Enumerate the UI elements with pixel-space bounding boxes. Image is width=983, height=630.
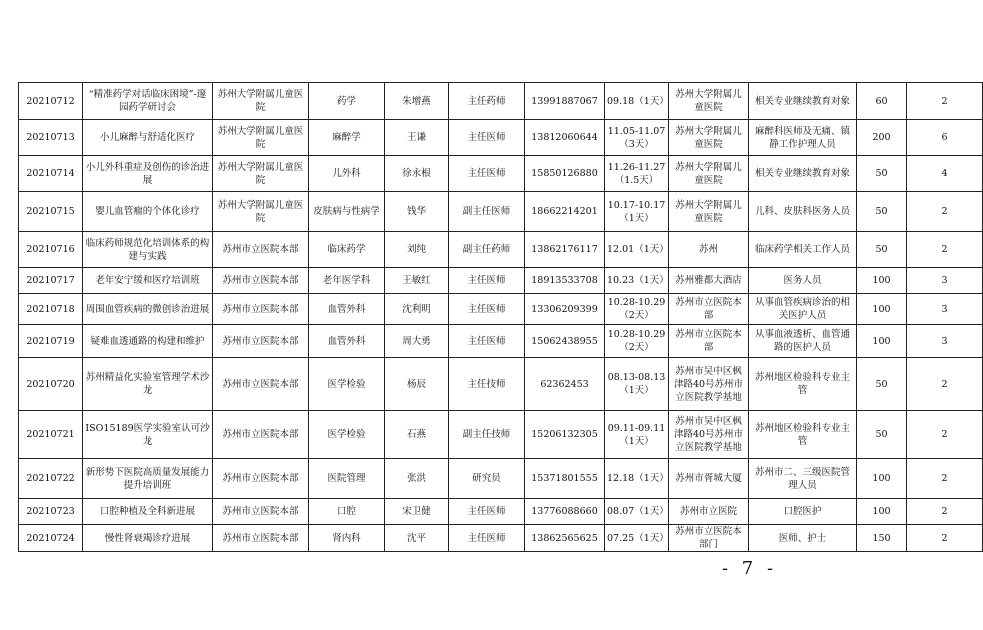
discipline: 医学检验 [309,411,385,459]
leader-name: 王谦 [385,120,449,156]
target-audience: 苏州地区检验科专业主管 [749,358,857,411]
host-unit: 苏州市立医院本部 [213,294,309,325]
discipline: 临床药学 [309,232,385,268]
course-id: 20210719 [19,325,83,358]
leader-rank: 主任医师 [449,499,525,525]
course-place: 苏州大学附属儿童医院 [669,156,749,192]
course-title: 婴儿血管瘤的个体化诊疗 [83,192,213,232]
participant-count: 100 [857,268,907,294]
participant-count: 50 [857,358,907,411]
leader-rank: 主任医师 [449,294,525,325]
course-time: 10.17-10.17（1天） [605,192,669,232]
credit-score: 2 [907,232,983,268]
participant-count: 100 [857,459,907,499]
course-time: 09.18（1天） [605,83,669,120]
host-unit: 苏州大学附属儿童医院 [213,192,309,232]
course-place: 苏州大学附属儿童医院 [669,83,749,120]
course-id: 20210714 [19,156,83,192]
credit-score: 3 [907,268,983,294]
participant-count: 50 [857,232,907,268]
discipline: 皮肤病与性病学 [309,192,385,232]
host-unit: 苏州大学附属儿童医院 [213,83,309,120]
course-place: 苏州市吴中区枫津路40号苏州市立医院教学基地 [669,411,749,459]
participant-count: 50 [857,156,907,192]
discipline: 血管外科 [309,325,385,358]
table-row [19,120,983,156]
discipline: 儿外科 [309,156,385,192]
leader-name: 宋卫健 [385,499,449,525]
leader-rank: 副主任医师 [449,192,525,232]
course-table [18,82,983,552]
table-row [19,83,983,120]
credit-score: 2 [907,499,983,525]
contact-phone: 13306209399 [525,294,605,325]
leader-rank: 副主任技师 [449,411,525,459]
leader-rank: 研究员 [449,459,525,499]
credit-score: 2 [907,358,983,411]
course-title: 苏州精益化实验室管理学术沙龙 [83,358,213,411]
course-title: 临床药师规范化培训体系的构建与实践 [83,232,213,268]
page-number: - 7 - [722,558,778,579]
course-time: 08.07（1天） [605,499,669,525]
credit-score: 3 [907,294,983,325]
discipline: 医院管理 [309,459,385,499]
participant-count: 50 [857,411,907,459]
course-time: 12.18（1天） [605,459,669,499]
course-id: 20210717 [19,268,83,294]
participant-count: 200 [857,120,907,156]
target-audience: 苏州地区检验科专业主管 [749,411,857,459]
participant-count: 150 [857,525,907,552]
leader-name: 王敏红 [385,268,449,294]
host-unit: 苏州市立医院本部 [213,232,309,268]
target-audience: 儿科、皮肤科医务人员 [749,192,857,232]
table-row [19,499,983,525]
course-id: 20210724 [19,525,83,552]
course-place: 苏州 [669,232,749,268]
table-row [19,232,983,268]
course-id: 20210716 [19,232,83,268]
discipline: 口腔 [309,499,385,525]
credit-score: 2 [907,83,983,120]
contact-phone: 15206132305 [525,411,605,459]
leader-rank: 主任技师 [449,358,525,411]
course-place: 苏州市立医院本部 [669,325,749,358]
course-id: 20210720 [19,358,83,411]
course-time: 10.28-10.29（2天） [605,294,669,325]
participant-count: 60 [857,83,907,120]
course-time: 12.01（1天） [605,232,669,268]
course-time: 11.05-11.07（3天） [605,120,669,156]
course-place: 苏州市胥城大厦 [669,459,749,499]
leader-rank: 主任医师 [449,120,525,156]
credit-score: 2 [907,411,983,459]
contact-phone: 13812060644 [525,120,605,156]
discipline: 血管外科 [309,294,385,325]
credit-score: 2 [907,192,983,232]
course-place: 苏州大学附属儿童医院 [669,192,749,232]
table-row [19,268,983,294]
table-row [19,411,983,459]
course-title: 疑难血透通路的构建和维护 [83,325,213,358]
credit-score: 2 [907,459,983,499]
discipline: 老年医学科 [309,268,385,294]
course-id: 20210715 [19,192,83,232]
table-row [19,325,983,358]
host-unit: 苏州市立医院本部 [213,459,309,499]
course-place: 苏州市吴中区枫津路40号苏州市立医院教学基地 [669,358,749,411]
contact-phone: 18662214201 [525,192,605,232]
discipline: 肾内科 [309,525,385,552]
participant-count: 100 [857,499,907,525]
target-audience: 医师、护士 [749,525,857,552]
course-time: 09.11-09.11（1天） [605,411,669,459]
course-time: 10.28-10.29（2天） [605,325,669,358]
course-place: 苏州市立医院本部 [669,294,749,325]
leader-rank: 主任医师 [449,268,525,294]
discipline: 药学 [309,83,385,120]
discipline: 医学检验 [309,358,385,411]
course-time: 10.23（1天） [605,268,669,294]
target-audience: 临床药学相关工作人员 [749,232,857,268]
leader-rank: 主任医师 [449,525,525,552]
course-id: 20210721 [19,411,83,459]
course-time: 07.25（1天） [605,525,669,552]
course-id: 20210718 [19,294,83,325]
leader-name: 沈平 [385,525,449,552]
leader-name: 沈利明 [385,294,449,325]
course-id: 20210722 [19,459,83,499]
leader-name: 朱增燕 [385,83,449,120]
contact-phone: 15062438955 [525,325,605,358]
host-unit: 苏州大学附属儿童医院 [213,120,309,156]
table-row [19,156,983,192]
contact-phone: 15850126880 [525,156,605,192]
leader-name: 周大勇 [385,325,449,358]
host-unit: 苏州市立医院本部 [213,411,309,459]
course-place: 苏州雅都大酒店 [669,268,749,294]
host-unit: 苏州市立医院本部 [213,268,309,294]
target-audience: 麻醉科医师及无痛、镇静工作护理人员 [749,120,857,156]
contact-phone: 13862565625 [525,525,605,552]
host-unit: 苏州市立医院本部 [213,499,309,525]
course-time: 08.13-08.13（1天） [605,358,669,411]
course-place: 苏州大学附属儿童医院 [669,120,749,156]
leader-name: 钱华 [385,192,449,232]
course-title: 小儿麻醉与舒适化医疗 [83,120,213,156]
contact-phone: 62362453 [525,358,605,411]
leader-rank: 主任医师 [449,156,525,192]
table-row [19,525,983,552]
leader-name: 刘纯 [385,232,449,268]
course-time: 11.26-11.27（1.5天） [605,156,669,192]
target-audience: 相关专业继续教育对象 [749,83,857,120]
leader-name: 杨辰 [385,358,449,411]
course-id: 20210723 [19,499,83,525]
course-title: 老年安宁缓和医疗培训班 [83,268,213,294]
course-title: 周围血管疾病的微创诊治进展 [83,294,213,325]
credit-score: 4 [907,156,983,192]
contact-phone: 15371801555 [525,459,605,499]
contact-phone: 13991887067 [525,83,605,120]
leader-name: 徐永根 [385,156,449,192]
credit-score: 3 [907,325,983,358]
course-id: 20210712 [19,83,83,120]
course-title: “精准药学对话临床困境”-邃园药学研讨会 [83,83,213,120]
table-row [19,459,983,499]
host-unit: 苏州市立医院本部 [213,525,309,552]
target-audience: 苏州市二、三级医院管理人员 [749,459,857,499]
course-id: 20210713 [19,120,83,156]
contact-phone: 13776088660 [525,499,605,525]
contact-phone: 18913533708 [525,268,605,294]
leader-name: 石燕 [385,411,449,459]
contact-phone: 13862176117 [525,232,605,268]
course-title: ISO15189医学实验室认可沙龙 [83,411,213,459]
course-title: 新形势下医院高质量发展能力提升培训班 [83,459,213,499]
course-place: 苏州市立医院本部门 [669,525,749,552]
leader-rank: 副主任药师 [449,232,525,268]
target-audience: 从事血管疾病诊治的相关医护人员 [749,294,857,325]
leader-name: 张洪 [385,459,449,499]
leader-rank: 主任药师 [449,83,525,120]
participant-count: 100 [857,325,907,358]
course-title: 小儿外科重症及创伤的诊治进展 [83,156,213,192]
target-audience: 医务人员 [749,268,857,294]
table-row [19,358,983,411]
target-audience: 相关专业继续教育对象 [749,156,857,192]
target-audience: 口腔医护 [749,499,857,525]
course-place: 苏州市立医院 [669,499,749,525]
course-title: 慢性肾衰竭诊疗进展 [83,525,213,552]
table-row [19,192,983,232]
course-title: 口腔种植及全科新进展 [83,499,213,525]
host-unit: 苏州市立医院本部 [213,325,309,358]
host-unit: 苏州市立医院本部 [213,358,309,411]
discipline: 麻醉学 [309,120,385,156]
leader-rank: 主任医师 [449,325,525,358]
host-unit: 苏州大学附属儿童医院 [213,156,309,192]
table-row [19,294,983,325]
credit-score: 2 [907,525,983,552]
participant-count: 100 [857,294,907,325]
credit-score: 6 [907,120,983,156]
participant-count: 50 [857,192,907,232]
target-audience: 从事血液透析、血管通路的医护人员 [749,325,857,358]
